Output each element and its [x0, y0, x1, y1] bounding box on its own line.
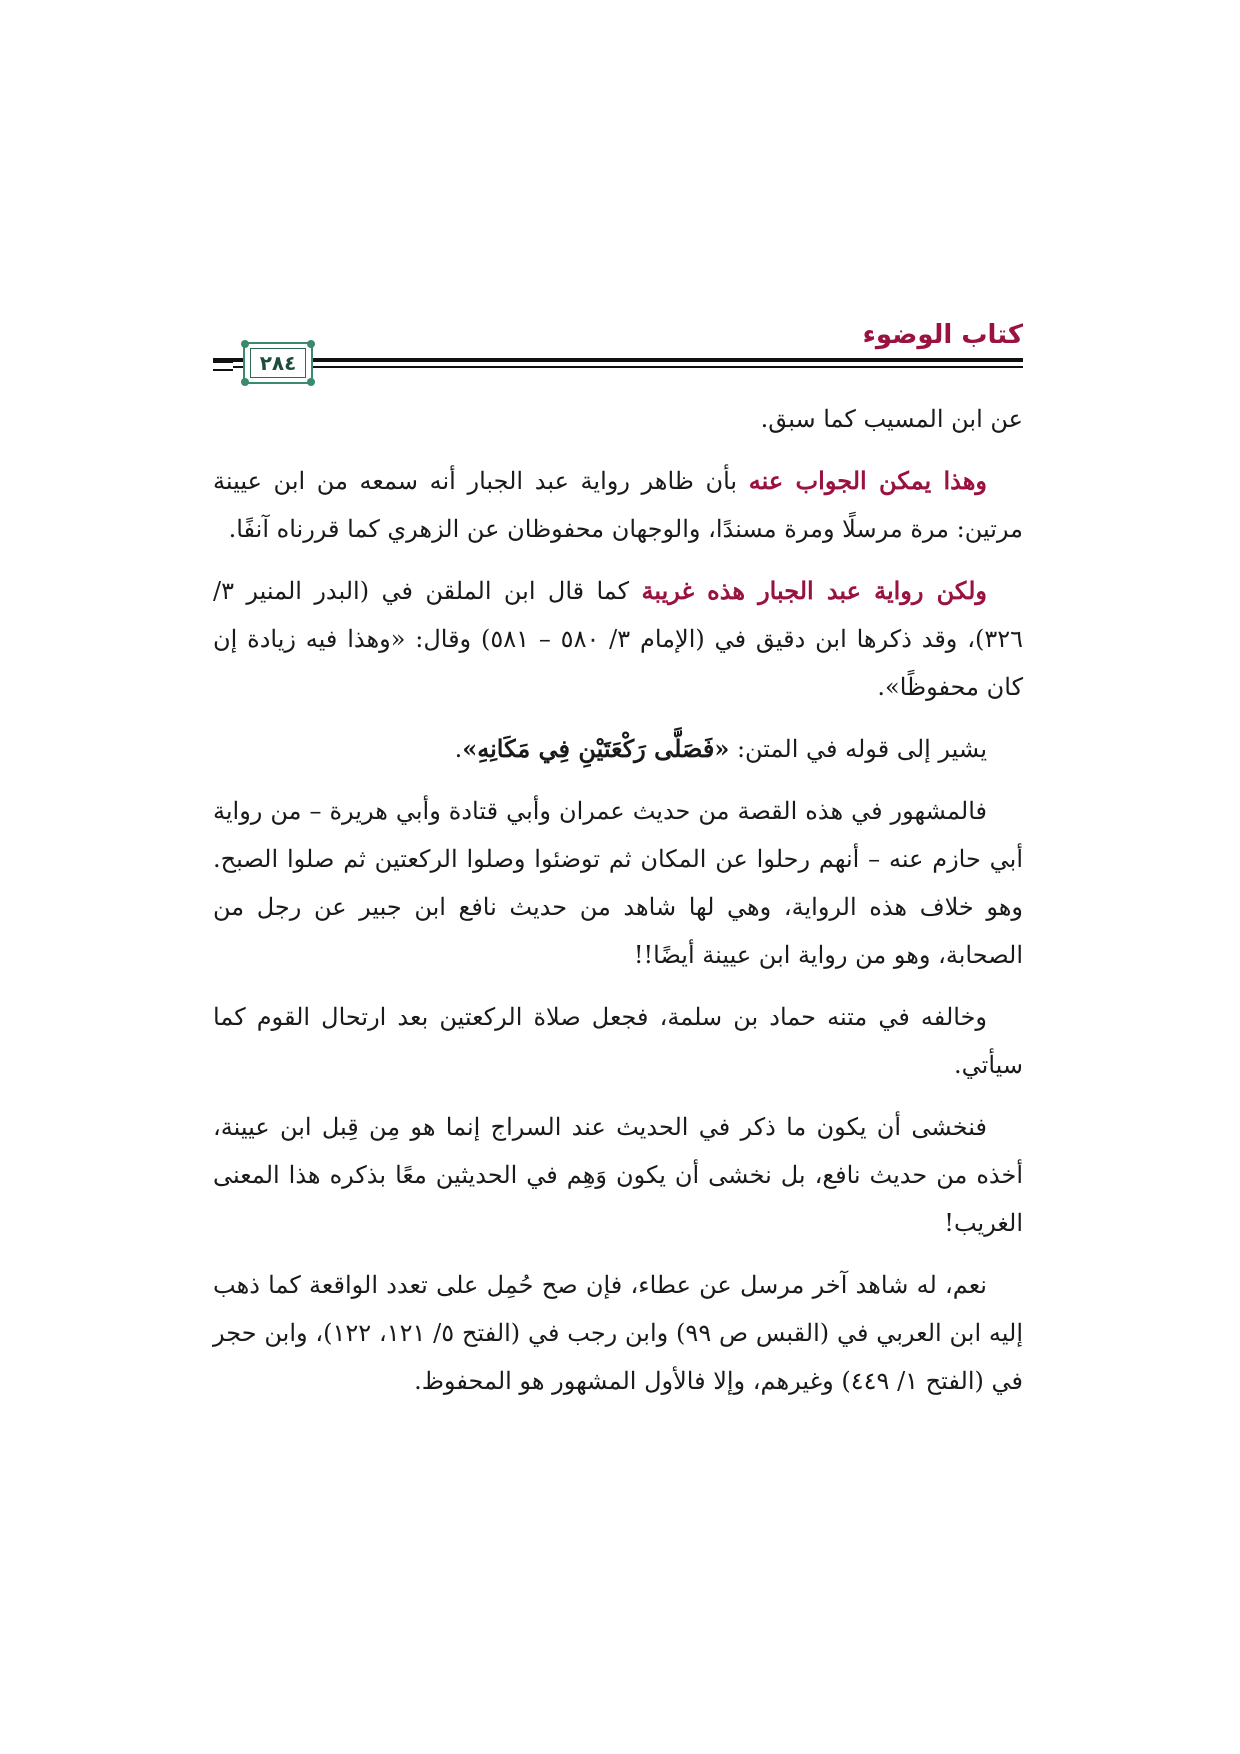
header-rule-thick [213, 358, 1023, 362]
page-header [213, 300, 1023, 395]
header-rule-thin [213, 366, 1023, 368]
frame-ornament [307, 340, 315, 348]
hadith-quote: «فَصَلَّى رَكْعَتَيْنِ فِي مَكَانِهِ» [462, 734, 730, 763]
paragraph-text: وخالفه في متنه حماد بن سلمة، فجعل صلاة الركعتين بعد ارتحال القوم كما سيأتي. [213, 1003, 1023, 1079]
paragraph [213, 787, 1023, 979]
paragraph-text: كما قال ابن الملقن في (البدر المنير ٣/ ٣٢٦)، وقد ذكرها ابن دقيق في (الإمام ٣/ ٥٨٠ – ٥٨١) وقال: «وهذا فيه زيادة إن كان محفوظًا». [213, 577, 1023, 701]
book-title: كتاب الوضوء [862, 320, 1023, 350]
header-rule-end [213, 361, 233, 371]
paragraph [213, 1261, 1023, 1405]
paragraph [213, 567, 1023, 711]
book-page [213, 300, 1023, 1419]
paragraph-text: نعم، له شاهد آخر مرسل عن عطاء، فإن صح حُمِل على تعدد الواقعة كما ذهب إليه ابن العربي في (القبس ص ٩٩) وابن رجب في (الفتح ٥/ ١٢١، ١٢٢)، وابن حجر في (الفتح ١/ ٤٤٩) وغيرهم، وإلا فالأول المشهور هو المحفوظ. [213, 1271, 1024, 1395]
frame-ornament [241, 378, 249, 386]
paragraph [213, 395, 1023, 443]
paragraph-suffix: . [454, 735, 463, 763]
paragraph-text: بأن ظاهر رواية عبد الجبار أنه سمعه من ابن عيينة مرتين: مرة مرسلًا ومرة مسندًا، والوجهان محفوظان عن الزهري كما قررناه آنفًا. [213, 467, 1023, 543]
paragraph-text: عن ابن المسيب كما سبق. [760, 405, 1023, 433]
page-number: ٢٨٤ [250, 348, 306, 378]
frame-ornament [241, 340, 249, 348]
page-body [213, 395, 1023, 1405]
paragraph-lead: وهذا يمكن الجواب عنه [748, 466, 988, 495]
page-number-frame [243, 342, 313, 384]
paragraph-prefix: يشير إلى قوله في المتن: [729, 735, 987, 763]
paragraph-text: فالمشهور في هذه القصة من حديث عمران وأبي قتادة وأبي هريرة – من رواية أبي حازم عنه – أنهم رحلوا عن المكان ثم توضئوا وصلوا الركعتين ثم صلوا الصبح. وهو خلاف هذه الرواية، وهي لها شاهد من حديث نافع ابن جبير عن رجل من الصحابة، وهو من رواية ابن عيينة أيضًا!! [213, 797, 1024, 969]
paragraph [213, 457, 1023, 553]
frame-ornament [307, 378, 315, 386]
paragraph [213, 725, 1023, 773]
paragraph [213, 993, 1023, 1089]
paragraph-text: فنخشى أن يكون ما ذكر في الحديث عند السراج إنما هو مِن قِبل ابن عيينة، أخذه من حديث نافع، بل نخشى أن يكون وَهِم في الحديثين معًا بذكره هذا المعنى الغريب! [213, 1113, 1023, 1237]
paragraph-lead: ولكن رواية عبد الجبار هذه غريبة [641, 576, 987, 605]
paragraph [213, 1103, 1023, 1247]
